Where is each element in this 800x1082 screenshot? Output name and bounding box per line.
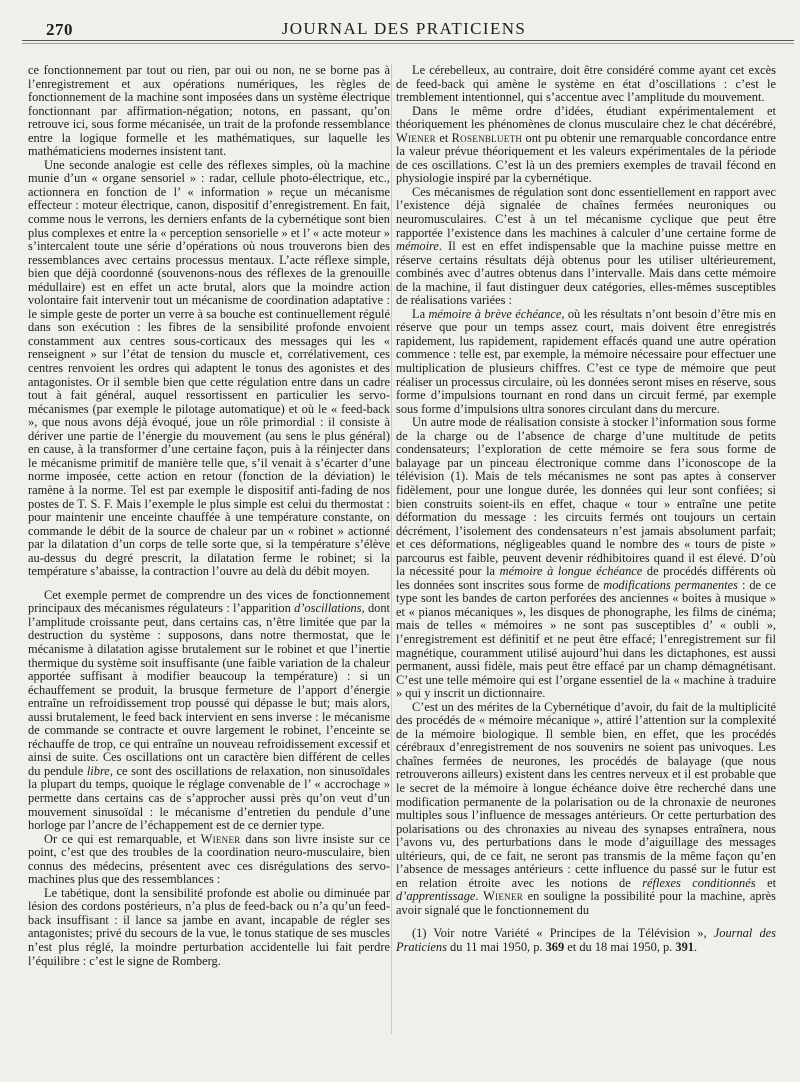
page-number: 270 xyxy=(46,20,73,39)
italic-term: libre xyxy=(86,763,110,778)
left-column xyxy=(28,64,390,968)
italic-term: mémoire xyxy=(396,239,439,254)
author-name: Rosenblueth xyxy=(451,130,523,145)
italic-term: d’apprentissage xyxy=(396,889,476,904)
italic-term: mémoire à brève échéance xyxy=(428,306,562,321)
footnote: (1) Voir notre Variété « Principes de la Télévision », Journal des Praticiens du 11 mai 1950, p. 369 et du 18 mai 1950, p. 391. xyxy=(396,926,776,954)
paragraph: Le cérebelleux, au contraire, doit être considéré comme ayant cet excès de feed-back qui amène le système en état d’oscillations : c’est le tremblement intentionnel, qui s’accentue avec l’amplitude du mouvement. xyxy=(396,63,776,105)
page-reference: 391 xyxy=(675,940,694,954)
paragraph: Ces mécanismes de régulation sont donc essentiellement en rapport avec l’existence déjà signalée de chaînes fermées neuroniques ou neuromusculaires. C’est à un tel mécanisme cyclique que peut être rapportée l’existence dans les machines à calculer d’une certaine forme de mémoire. Il est en effet indispensable que la machine puisse mettre en réserve certains résultats déjà obtenus pour les utiliser ultérieurement, combinés avec d’autres obtenus dans l’intervalle. Mais dans cette mémoire de la machine, il faut distinguer deux catégories, elles-mêmes susceptibles de réalisations variées : xyxy=(396,184,776,308)
paragraph: Un autre mode de réalisation consiste à stocker l’information sous forme de la charge ou de l’absence de charge d’une multitude de petits condensateurs; l’exploration de cette mémoire se fera sous forme de balayage par un pinceau électronique comme dans l’iconoscope de la télévision (1). Mais de tels mécanismes ne sont pas aptes à conserver fidèlement, pour une longue durée, les données qui leur sont confiées; si bien construits soient-ils en effet, chaque « tour » entraîne une petite déformation du message : les circuits fermés ont toujours un certain décrément, l’isolement des condensateurs n’est jamais absolument parfait; et ces déformations, négligeables quand le nombre des « tours de piste » parcourus est faible, peuvent devenir rédhibitoires quand il est élevé. D’où la nécessité pour la mémoire à longue échéance de procédés différents où les données sont inscrites sous forme de modifications permanentes : de ce type sont les bandes de carton perforées des anciennes « boites à musique » et « pianos mécaniques », les disques de phonographe, les films de cinéma; mais de telles « mémoires » ne sont pas susceptibles d’ « oubli », l’enregistrement est définitif et ne peut être effacé; l’enregistrement sur fil magnétique, couramment utilisé aujourd’hui dans les dictaphones, est aussi permanent, aussi fidèle, mais peut être effacé par un champ démagnétisant. C’est une telle mémoire qui est l’organe essentiel de la « machine à traduire » qui y inscrit un dictionnaire. xyxy=(396,415,777,701)
paragraph: ce fonctionnement par tout ou rien, par oui ou non, ne se borne pas à l’enregistrement et aux opérations numériques, les règles de fonctionnement de la machine sont imposées dans un système électrique fonctionnant par affirmation-négation; notons, en passant, qu’on retrouve ici, sous forme mécanisée, un trait de la profonde ressemblance entre la logique formelle et les mathématiques, sur laquelle les mathématiciens modernes insistent tant. xyxy=(28,63,390,159)
header-rule xyxy=(22,40,794,41)
italic-term: mémoire à longue échéance xyxy=(499,564,643,579)
paragraph: Cet exemple permet de comprendre un des vices de fonctionnement principaux des mécanismes régulateurs : l’apparition d’oscillations, dont l’amplitude croissante peut, dans certains cas, n’être limitée que par la destruction du système : supposons, dans notre thermostat, que le mécanisme à dilatation agisse brutalement sur le robinet et que l’inertie thermique du système soit insuffisante (une faible variation de la chaleur apportée suffisant à modifier beaucoup la température) : si un échauffement se produit, la brusque fermeture de l’apport d’énergie entraîne un refroidissement trop poussé qui dépasse le but; mais alors, aussi brutalement, le feed back intervient en sens inverse : le mécanisme de commande se contracte et ouvre largement le robinet, l’enceinte se réchauffe de trop, ce qui entraîne un nouveau refroidissement excessif et ainsi de suite. Ces oscillations ont un caractère bien différent de celles du pendule libre, ce sont des oscillations de relaxation, non sinusoïdales la plupart du temps, quoique le réglage convenable de l’ « accrochage » permette dans certains cas de s’approcher aussi près qu’on veut d’un mouvement sinusoïdal : le mécanisme d’entretien du pendule d’une horloge par l’ancre de l’échappement est de ce dernier type. xyxy=(28,587,390,833)
header-rule-secondary xyxy=(22,43,794,44)
paragraph: Le tabétique, dont la sensibilité profonde est abolie ou diminuée par lésion des cordons postérieurs, n’a plus de feed-back ou n’a qu’un feed-back insuffisant : il lance sa jambe en avant, incapable de régler ses antagonistes; privé du secours de la vue, le tonus statique de ses muscles n’est plus réglé, la moindre perturbation accidentelle lui fait perdre l’équilibre : c’est le signe de Romberg. xyxy=(28,885,390,968)
italic-term: d’oscillations xyxy=(294,601,362,616)
paragraph: C’est un des mérites de la Cybernétique d’avoir, du fait de la multiplicité des procédés de « mémoire mécanique », attiré l’attention sur la complexité de la mémoire biologique. Il semble bien, en effet, que les procédés cérébraux d’enregistrement de nos souvenirs ne soient pas univoques. Les chaînes fermées de neurones, les procédés de balayage (que nous retrouverons ailleurs) existent dans les centres nerveux et il est probable que le secret de la mémoire à longue échéance doive être recherché dans une modification permanente de la polarisation ou de la chronaxie de neurones multiples sous l’influence de messages antérieurs. Or cette perturbation des polarisations ou des chronaxies au niveau des synapses entraînera, nous l’avons vu, des perturbations dans le mode d’aiguillage des messages ultérieurs, qui, de ce fait, ne seront pas transmis de la même façon qu’en l’absence de messages antérieurs : cette influence du passé sur le futur est en relation étroite avec les notions de réflexes conditionnés et d’apprentissage. Wiener en souligne la possibilité pour la machine, après avoir signalé que le fonctionnement du xyxy=(396,699,777,917)
journal-reference: Journal des Praticiens xyxy=(396,926,776,954)
journal-title: JOURNAL DES PRATICIENS xyxy=(281,19,527,38)
paragraph: Or ce qui est remarquable, et Wiener dans son livre insiste sur ce point, c’est que des troubles de la coordination neuro-musculaire, bien connus des médecins, présentent avec ces disrégulations des servo-machines plus que des ressemblances : xyxy=(28,831,390,887)
page-reference: 369 xyxy=(545,940,565,954)
paragraph: Dans le même ordre d’idées, étudiant expérimentalement et théoriquement les phénomènes de clonus musculaire chez le chat décérébré, Wiener et Rosenblueth ont pu obtenir une remarquable concordance entre la valeur prévue théoriquement et les valeurs expérimentales de la période de ces oscillations. C’est là un des premiers exemples de travail fécond en physiologie inspiré par la cybernétique. xyxy=(396,103,776,186)
author-name: Wiener xyxy=(396,130,436,145)
italic-term: modifications permanentes xyxy=(603,577,739,592)
author-name: Wiener xyxy=(200,831,241,846)
paragraph: Une seconde analogie est celle des réflexes simples, où la machine munie d’un « organe sensoriel » : radar, cellule photo-électrique, etc., actionnera en fonction de l’ « information » reçue un mécanisme effecteur : moteur électrique, canon, dispositif d’enregistrement. En fait, comme nous le verrons, les derniers enfants de la cybernétique sont bien plus complexes et entre la « perception sensorielle » et l’ « acte moteur » s’intercalent toute une série d’opérations où nous trouverons bien des ressemblances avec certains processus mentaux. L’acte réflexe simple, bien que déjà coordonné (souvenons-nous des réflexes de la grenouille médullaire) est en effet un acte brutal, alors que la moindre action volontaire fait intervenir tout un mécanisme de coordination adaptative : le simple geste de porter un verre à sa bouche est continuellement régulé dans son exécution : les fibres de la sensibilité profonde envoient constamment aux centres sous-corticaux des messages qui les « renseignent » sur l’état de tension du muscle et, corrélativement, ces centres renvoient les ordres qui adaptent le tonus des agonistes et des antagonistes. Or il semble bien que cette régulation entre dans un cadre tout à fait général, auquel ressortissent en particulier les servo-mécanismes (par exemple le pilotage automatique) et où le « feed-back », que nous avons déjà évoqué, joue un rôle primordial : il consiste à dériver une partie de l’énergie du mouvement (au sens le plus général) en cause, à la transformer d’une certaine façon, puis à la réinjecter dans le mécanisme primitif de manière telle que, s’il venait à s’écarter d’une norme imposée, cette action en retour (fonction de la déviation) le ramène à la norme. Tel est par exemple le dispositif anti-fading de nos postes de T. S. F. Mais l’exemple le plus simple est celui du thermostat : pour maintenir une enceinte chauffée à une température constante, on commande le débit de la source de chaleur par un « robinet » actionné par la dilatation d’un corps de telle sorte que, si la température s’élève au-dessus du degré prescrit, la dilatation ferme le robinet; si la température s’abaisse, la contraction l’ouvre au delà du débit moyen. xyxy=(28,157,390,579)
author-name: Wiener xyxy=(483,889,524,904)
italic-term: réflexes conditionnés xyxy=(642,875,756,890)
paragraph: La mémoire à brève échéance, où les résultats n’ont besoin d’être mis en réserve que pour un temps assez court, mais doivent être enregistrés rapidement, lus rapidement, rapidement effacés quand une autre opération commence : telle est, par exemple, la mémoire nécessaire pour effectuer une multiplication de plusieurs chiffres. C’est ce type de mémoire que peut réaliser un processus circulaire, où les données seront mises en réserve, sous forme d’impulsions tournant en rond dans un circuit fermé, par exemple sous forme d’impulsions ultra sonores circulant dans du mercure. xyxy=(396,306,777,416)
column-divider xyxy=(391,64,392,1034)
right-column xyxy=(396,64,776,955)
